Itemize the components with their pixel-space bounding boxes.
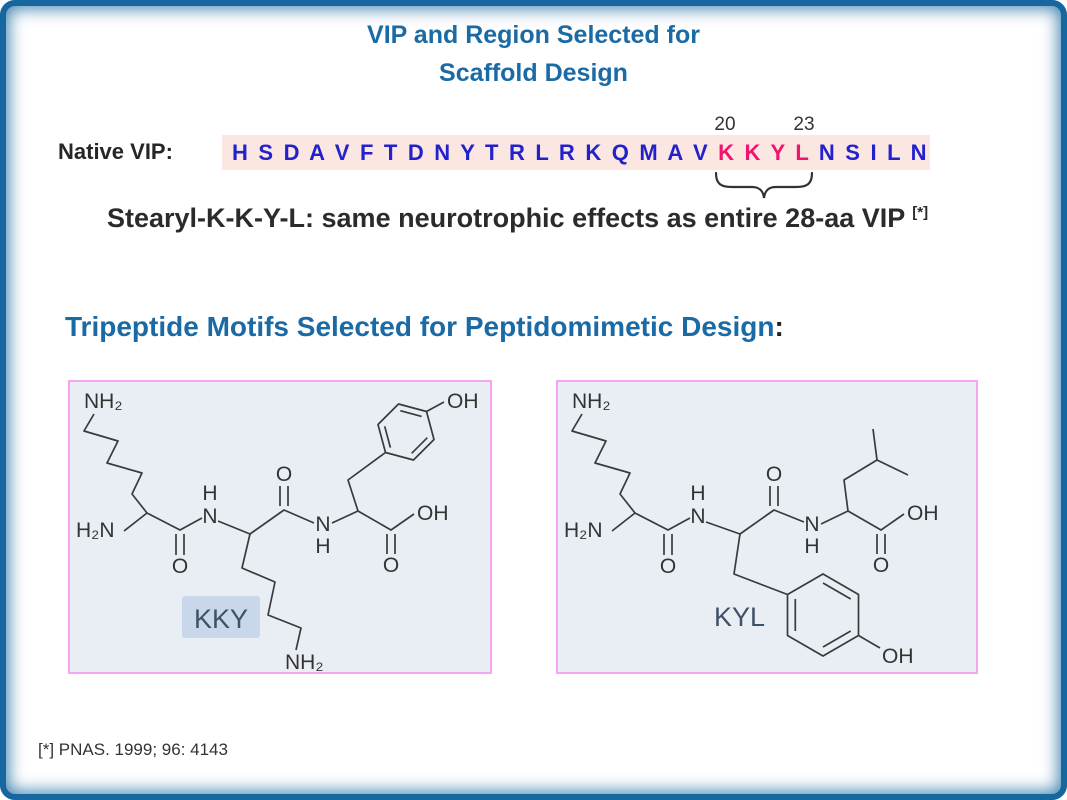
ring-double-2 bbox=[400, 411, 421, 417]
structure-box-kyl bbox=[556, 380, 978, 674]
atom-label-acid-o: O bbox=[872, 554, 890, 577]
sequence-segment-kkyl: K K Y L bbox=[718, 140, 811, 165]
atom-label-amide2-h: H bbox=[804, 535, 820, 558]
atom-label-phenol-oh: OH bbox=[447, 390, 479, 413]
ring-double-3 bbox=[823, 583, 851, 599]
atom-label-h2n: H₂N bbox=[564, 519, 603, 542]
motifs-heading bbox=[65, 311, 784, 343]
title-line-2: Scaffold Design bbox=[439, 59, 628, 87]
atom-label-carbonyl2-o: O bbox=[765, 463, 783, 486]
phenol-ring bbox=[788, 574, 859, 656]
atom-label-phenol-oh: OH bbox=[882, 645, 914, 668]
atom-label-amide2-h: H bbox=[315, 535, 331, 558]
bond-phenol-oh bbox=[859, 636, 881, 649]
bond-k1-sidechain bbox=[572, 414, 635, 513]
kyl-structure-diagram bbox=[558, 382, 976, 672]
atom-label-carbonyl2-o: O bbox=[275, 463, 293, 486]
bond-backbone-1 bbox=[147, 513, 202, 530]
atom-label-amide1-n: N bbox=[690, 505, 706, 528]
bond-k1-sidechain bbox=[84, 414, 147, 513]
bond-tyr-sidechain bbox=[348, 453, 386, 512]
structure-box-kky bbox=[68, 380, 492, 674]
atom-label-acid-oh: OH bbox=[417, 502, 449, 525]
sequence-segment-post: N S I L N bbox=[810, 140, 929, 165]
stearyl-text: Stearyl-K-K-Y-L: same neurotrophic effects as entire 28-aa VIP bbox=[107, 203, 905, 233]
kky-label: KKY bbox=[193, 604, 249, 634]
reference-footnote: [*] PNAS. 1999; 96: 4143 bbox=[38, 740, 228, 759]
atom-label-amide2-n: N bbox=[804, 513, 820, 536]
atom-label-nh2-top: NH₂ bbox=[84, 390, 123, 413]
atom-label-amide1-h: H bbox=[690, 482, 706, 505]
atom-label-nh2-top: NH₂ bbox=[572, 390, 611, 413]
bond-phenol-oh bbox=[427, 402, 445, 412]
title-line-1: VIP and Region Selected for bbox=[367, 21, 700, 49]
atom-label-amide1-h: H bbox=[202, 482, 218, 505]
reference-marker: [*] bbox=[912, 204, 929, 221]
atom-label-carbonyl1-o: O bbox=[659, 555, 677, 578]
bond-backbone-2 bbox=[218, 510, 314, 534]
atom-label-acid-oh: OH bbox=[907, 502, 939, 525]
stearyl-statement bbox=[107, 203, 928, 234]
bond-backbone-3 bbox=[821, 511, 904, 530]
bond-leu-sidechain bbox=[844, 460, 877, 511]
bond-leu-methyl-b bbox=[877, 460, 908, 475]
atom-label-carbonyl1-o: O bbox=[171, 555, 189, 578]
atom-label-amide2-n: N bbox=[315, 513, 331, 536]
atom-label-nh2-bottom: NH₂ bbox=[285, 651, 324, 672]
position-label-20: 20 bbox=[714, 114, 736, 135]
bond-leu-methyl-a bbox=[873, 429, 877, 460]
ring-double-1 bbox=[412, 438, 428, 454]
atom-label-amide1-n: N bbox=[202, 505, 218, 528]
bond-backbone-2 bbox=[706, 510, 804, 534]
atom-label-acid-o: O bbox=[382, 554, 400, 577]
bond-tyr-sidechain bbox=[734, 534, 788, 595]
bond-alpha-amine bbox=[612, 513, 635, 531]
sequence-segment-pre: H S D A V F T D N Y T R L R K Q M A V bbox=[232, 140, 719, 165]
atom-label-h2n: H₂N bbox=[76, 519, 115, 542]
bond-backbone-3 bbox=[332, 511, 414, 530]
native-vip-label: Native VIP: bbox=[58, 139, 173, 164]
kyl-label: KYL bbox=[714, 602, 766, 632]
motifs-heading-text: Tripeptide Motifs Selected for Peptidomimetic Design bbox=[65, 311, 775, 342]
page-title bbox=[0, 16, 1067, 92]
ring-double-2 bbox=[823, 631, 851, 647]
kky-structure-diagram bbox=[70, 382, 490, 672]
position-label-23: 23 bbox=[793, 114, 815, 135]
bond-alpha-amine bbox=[124, 513, 147, 531]
vip-sequence-band bbox=[222, 135, 930, 170]
motifs-heading-colon: : bbox=[774, 311, 784, 342]
bond-backbone-1 bbox=[635, 513, 690, 530]
ring-double-3 bbox=[385, 426, 391, 447]
